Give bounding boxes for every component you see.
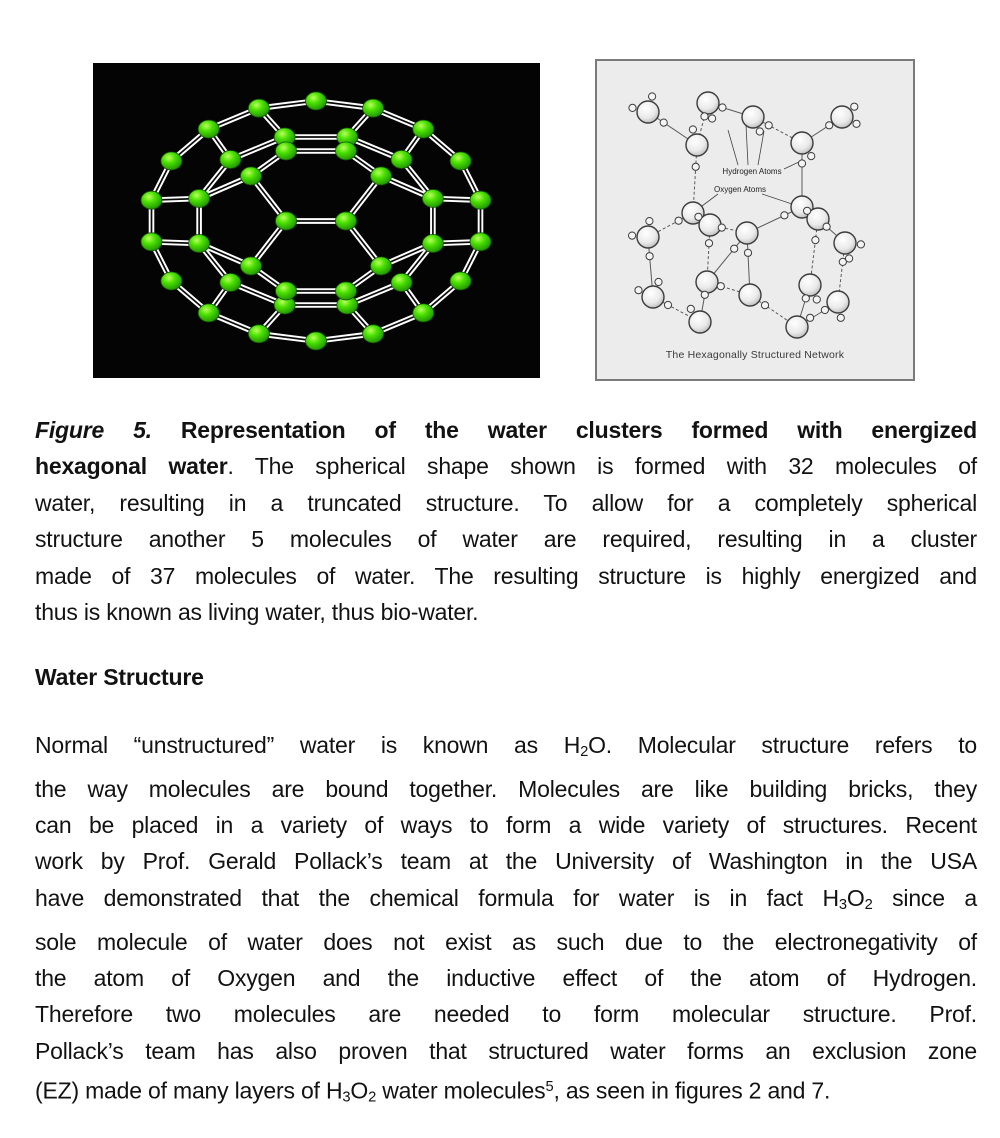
text-line — [35, 771, 977, 807]
text-segment: O — [350, 1077, 369, 1104]
text-line — [35, 727, 977, 771]
text-segment: Therefore two molecules are needed to form molecular structure. Prof. — [35, 1001, 977, 1028]
text-segment: sole molecule of water does not exist as such due to the electronegativity of — [35, 928, 977, 955]
text-segment: can be placed in a variety of ways to form a wide variety of structures. Recent — [35, 812, 977, 839]
text-segment: 5 — [545, 1079, 554, 1096]
text-segment: Pollack’s team has also proven that structured water forms an exclusion zone — [35, 1037, 977, 1064]
hexagonal-network-figure — [590, 55, 920, 385]
text-segment: 2 — [580, 744, 589, 761]
text-segment: . The spherical shape shown is formed with 32 molecules of — [227, 453, 977, 480]
figure5-caption — [35, 412, 977, 630]
text-segment: thus is known as living water, thus bio-water. — [35, 599, 479, 626]
text-line — [35, 1069, 977, 1116]
text-line — [35, 960, 977, 996]
network-figure-caption: The Hexagonally Structured Network — [665, 349, 845, 361]
text-segment: O — [846, 884, 865, 911]
text-line — [35, 924, 977, 960]
text-line — [35, 412, 977, 448]
text-line — [35, 558, 977, 594]
text-line — [35, 485, 977, 521]
oxygen-atoms-label: Oxygen Atoms — [713, 185, 767, 194]
text-segment: water molecules — [376, 1077, 546, 1104]
text-segment: hexagonal water — [35, 453, 228, 480]
section-heading: Water Structure — [35, 664, 204, 690]
text-segment: O. Molecular structure refers to — [588, 732, 977, 758]
text-line — [35, 807, 977, 843]
text-segment: 2 — [368, 1089, 377, 1106]
text-segment: work by Prof. Gerald Pollack’s team at the University of Washington in the USA — [35, 848, 977, 875]
text-segment: have demonstrated that the chemical formula for water is in fact H — [35, 884, 839, 911]
text-line — [35, 594, 977, 630]
text-segment: water, resulting in a truncated structure. To allow for a completely spherical — [35, 489, 977, 516]
hydrogen-atoms-label: Hydrogen Atoms — [722, 167, 782, 176]
text-segment: the atom of Oxygen and the inductive effect of the atom of Hydrogen. — [35, 964, 977, 991]
water-cluster-figure — [93, 63, 540, 378]
text-segment: 2 — [864, 897, 873, 914]
text-line — [35, 843, 977, 879]
text-segment: 3 — [342, 1089, 351, 1106]
text-segment: , as seen in figures 2 and 7. — [553, 1077, 831, 1104]
text-line — [35, 521, 977, 557]
text-segment: structure another 5 molecules of water are required, resulting in a cluster — [35, 526, 977, 553]
text-line — [35, 996, 977, 1032]
text-segment: the way molecules are bound together. Molecules are like building bricks, they — [35, 775, 977, 802]
text-segment: since a — [872, 884, 977, 911]
text-line — [35, 880, 977, 924]
text-line — [35, 448, 977, 484]
text-line — [35, 1033, 977, 1069]
body-paragraph — [35, 727, 977, 1116]
text-segment: (EZ) made of many layers of H — [35, 1077, 343, 1104]
text-segment: Figure 5. — [35, 417, 181, 443]
text-segment: Representation of the water clusters formed with energized — [180, 417, 977, 443]
text-segment: 3 — [838, 897, 847, 914]
text-segment: made of 37 molecules of water. The resulting structure is highly energized and — [35, 562, 977, 589]
text-segment: Normal “unstructured” water is known as H — [35, 732, 581, 758]
